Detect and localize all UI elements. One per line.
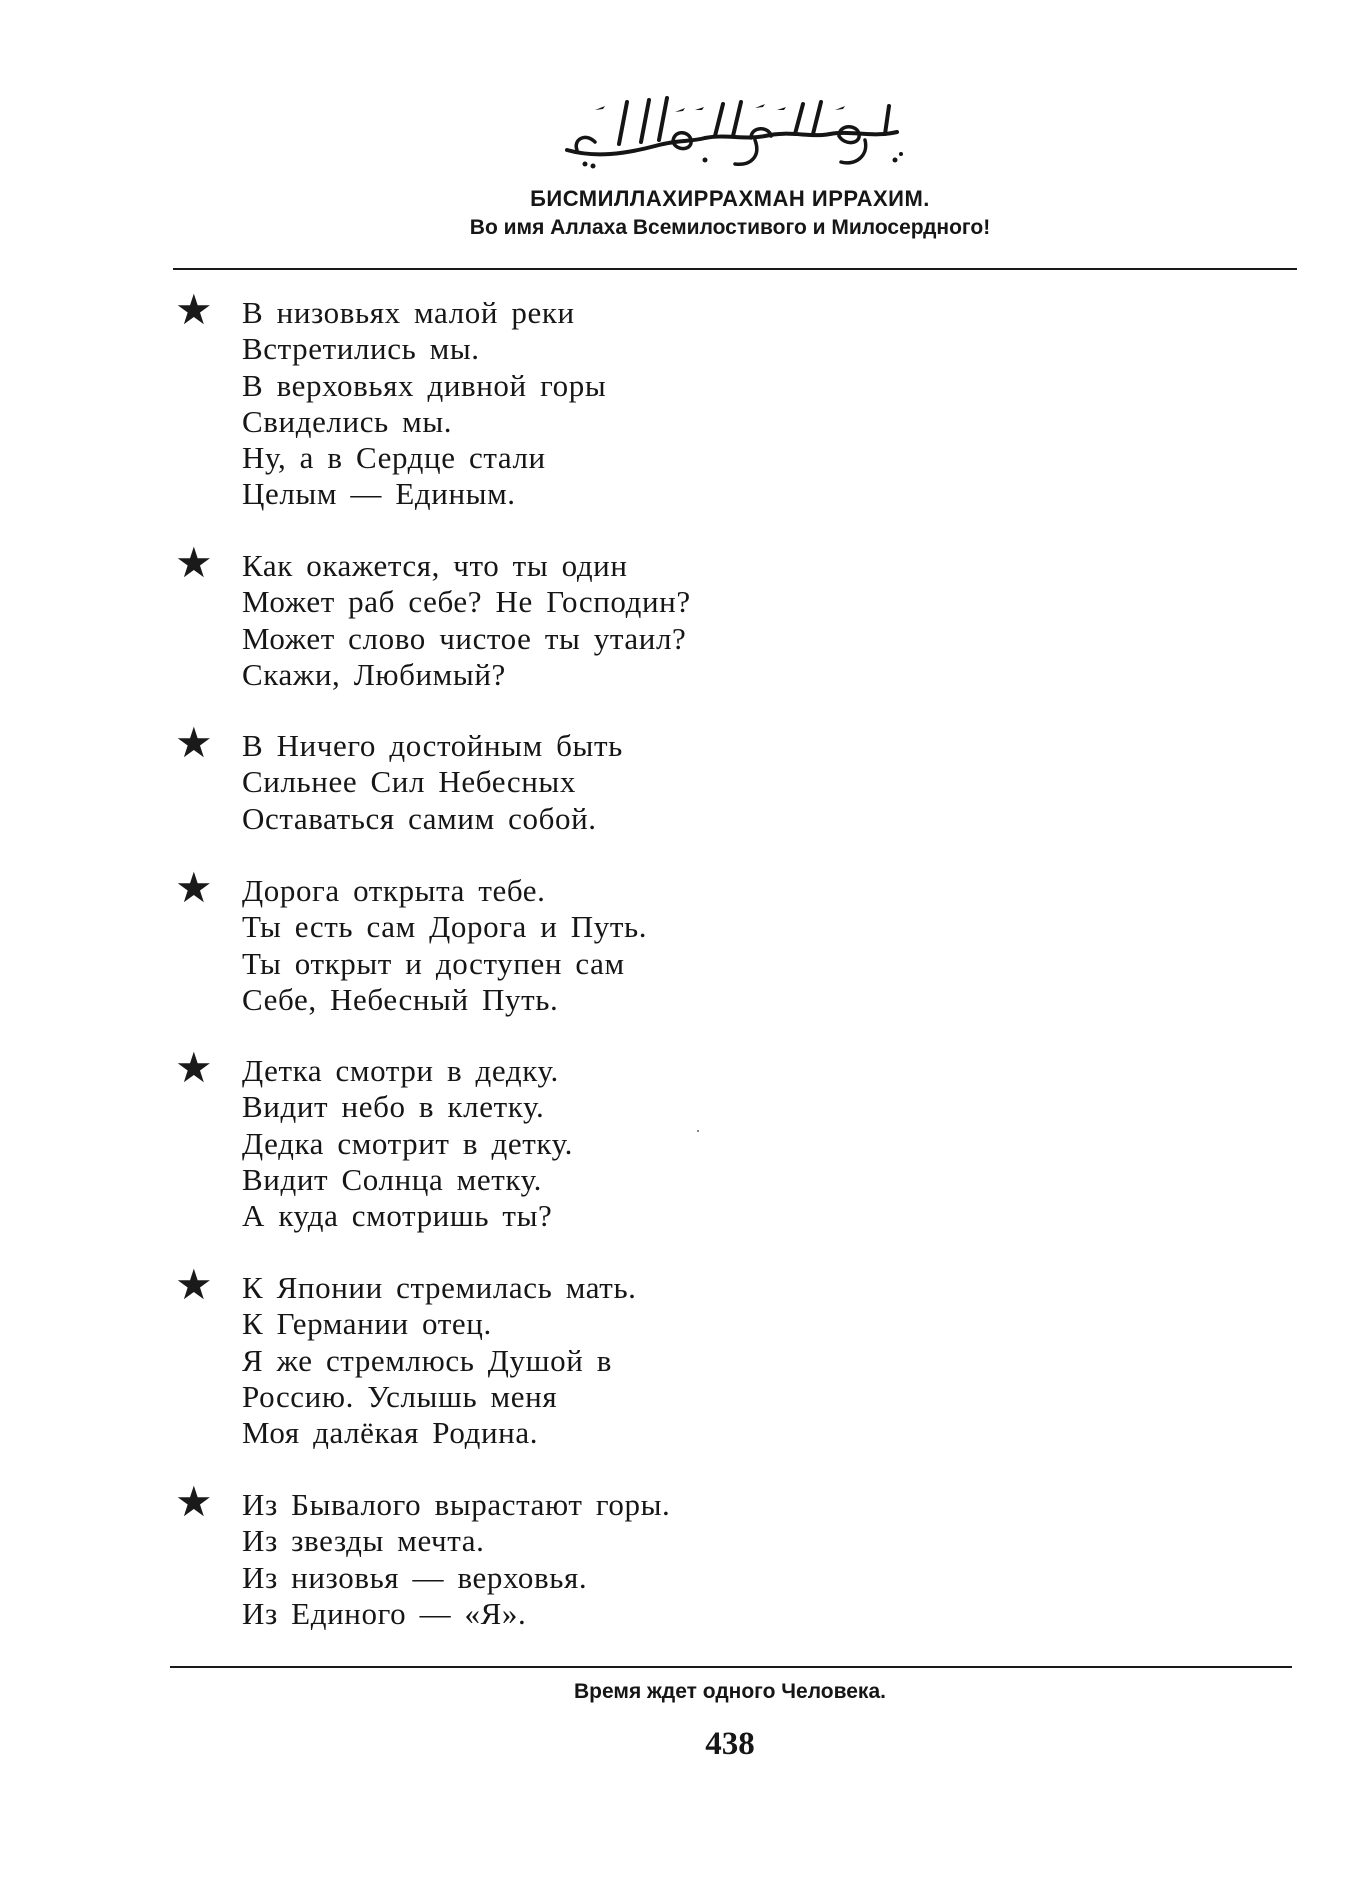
poem-line: К Германии отец. bbox=[242, 1306, 492, 1342]
poem-line: Скажи, Любимый? bbox=[242, 656, 506, 692]
poem-line: Свиделись мы. bbox=[242, 403, 453, 439]
poem-line: Может раб себе? Не Господин? bbox=[242, 584, 691, 620]
poem-line: Как окажется, что ты один bbox=[242, 548, 628, 583]
poem-line: А куда смотришь ты? bbox=[242, 1198, 553, 1234]
header-subtitle: Во имя Аллаха Всемилостивого и Милосердного! bbox=[469, 216, 991, 239]
poem-line: В низовьях малой реки bbox=[242, 295, 575, 330]
poem-line: Встретились мы. bbox=[242, 331, 480, 367]
poem-line: Дедка смотрит в детку. bbox=[242, 1125, 573, 1161]
poem-line: Россию. Услышь меня bbox=[242, 1378, 558, 1414]
poem-line: Сильнее Сил Небесных bbox=[242, 764, 576, 800]
poem-line: Может слово чистое ты утаил? bbox=[242, 620, 687, 656]
poem-line: Моя далёкая Родина. bbox=[242, 1415, 539, 1451]
poem-line: В верховьях дивной горы bbox=[242, 367, 607, 403]
stanza-lines bbox=[242, 1487, 670, 1632]
poem-line: Целым — Единым. bbox=[242, 476, 516, 512]
poem-line: К Японии стремилась мать. bbox=[242, 1270, 637, 1305]
header-title: БИСМИЛЛАХИРРАХМАН ИРРАХИМ. bbox=[530, 186, 930, 211]
stanza-lines bbox=[242, 873, 647, 1018]
stanza-lines bbox=[242, 728, 623, 837]
poem-line: Ну, а в Сердце стали bbox=[242, 440, 546, 476]
poem-line: Из низовья — верховья. bbox=[242, 1559, 588, 1595]
star-icon: ★ bbox=[175, 718, 213, 767]
star-icon: ★ bbox=[175, 1477, 213, 1526]
poem-line: Ты открыт и доступен сам bbox=[242, 945, 625, 981]
star-icon: ★ bbox=[175, 863, 213, 912]
poem-line: Оставаться самим собой. bbox=[242, 800, 597, 836]
poem-line: Из звезды мечта. bbox=[242, 1523, 485, 1559]
poem-line: Из Бывалого вырастают горы. bbox=[242, 1487, 671, 1522]
scan-speck bbox=[697, 1130, 699, 1132]
star-icon: ★ bbox=[175, 1260, 213, 1309]
star-icon: ★ bbox=[175, 1043, 213, 1092]
stanza-lines bbox=[242, 1270, 637, 1451]
stanza-lines bbox=[242, 548, 691, 693]
stanza-lines bbox=[242, 1053, 573, 1234]
poem-line: Себе, Небесный Путь. bbox=[242, 981, 559, 1017]
bottom-divider bbox=[170, 1666, 1292, 1668]
poem-line: Видит небо в клетку. bbox=[242, 1089, 545, 1125]
page-number: 438 bbox=[705, 1726, 755, 1762]
footer-text: Время ждет одного Человека. bbox=[574, 1680, 886, 1703]
star-icon: ★ bbox=[175, 285, 213, 334]
poem-line: Из Единого — «Я». bbox=[242, 1595, 527, 1631]
top-divider bbox=[173, 268, 1297, 270]
poem-line: Детка смотри в дедку. bbox=[242, 1053, 559, 1088]
star-icon: ★ bbox=[175, 538, 213, 587]
poem-line: Ты есть сам Дорога и Путь. bbox=[242, 909, 648, 945]
poem-line: В Ничего достойным быть bbox=[242, 728, 623, 763]
poem-line: Я же стремлюсь Душой в bbox=[242, 1342, 612, 1378]
bismillah-calligraphy bbox=[555, 80, 915, 175]
poem-line: Видит Солнца метку. bbox=[242, 1161, 542, 1197]
poem-line: Дорога открыта тебе. bbox=[242, 873, 546, 908]
stanza-lines bbox=[242, 295, 606, 513]
